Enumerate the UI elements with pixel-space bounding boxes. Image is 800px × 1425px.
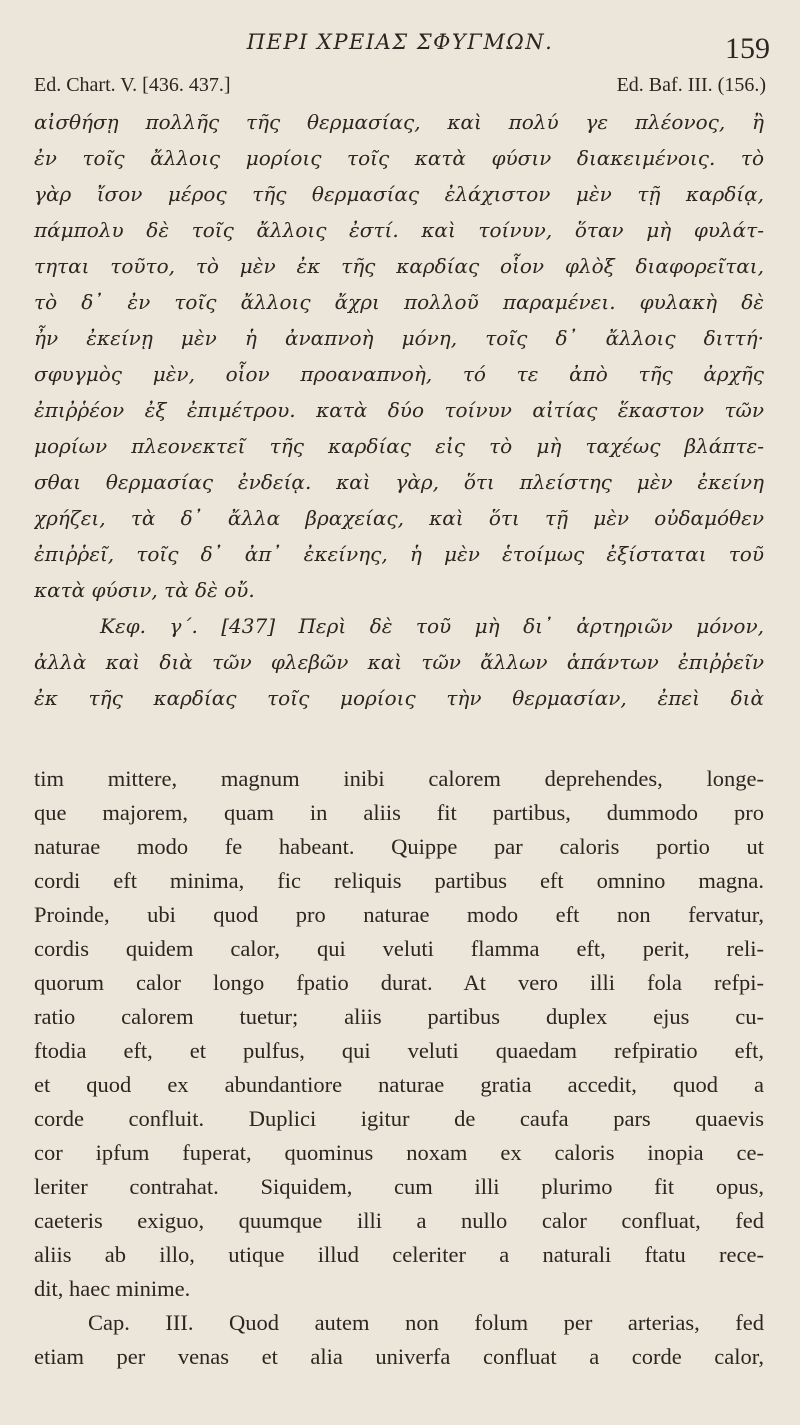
latin-line: cordi eft minima, fic reliquis partibus eft omnino magna. (34, 868, 764, 893)
latin-line: aliis ab illo, utique illud celeriter a naturali ftatu rece- (34, 1242, 764, 1267)
greek-text-block (34, 104, 764, 716)
greek-line: πάμπολυ δὲ τοῖς ἄλλοις ἐστί. καὶ τοίνυν, ὅταν μὴ φυλάτ- (34, 218, 764, 242)
latin-line: et quod ex abundantiore naturae gratia accedit, quod a (34, 1072, 764, 1097)
greek-line: ἐπιῤῥεῖ, τοῖς δ᾽ ἀπ᾽ ἐκείνης, ἡ μὲν ἑτοίμως ἐξίσταται τοῦ (34, 542, 764, 566)
greek-line: ἐκ τῆς καρδίας τοῖς μορίοις τὴν θερμασίαν, ἐπεὶ διὰ (34, 686, 764, 710)
edition-reference-chartier: Ed. Chart. V. [436. 437.] (34, 74, 231, 96)
latin-line: que majorem, quam in aliis fit partibus, dummodo pro (34, 800, 764, 825)
latin-line: ratio calorem tuetur; aliis partibus duplex ejus cu- (34, 1004, 764, 1029)
latin-line: ftodia eft, et pulfus, qui veluti quaedam refpiratio eft, (34, 1038, 764, 1063)
greek-line: ἀλλὰ καὶ διὰ τῶν φλεβῶν καὶ τῶν ἄλλων ἁπάντων ἐπιῤῥεῖν (34, 650, 764, 674)
page-number: 159 (725, 32, 770, 65)
latin-line: etiam per venas et alia univerfa confluat a corde calor, (34, 1344, 764, 1369)
greek-line: τηται τοῦτο, τὸ μὲν ἐκ τῆς καρδίας οἷον φλὸξ διαφορεῖται, (34, 254, 764, 278)
greek-line: γὰρ ἴσον μέρος τῆς θερμασίας ἐλάχιστον μὲν τῇ καρδίᾳ, (34, 182, 764, 206)
latin-line: quorum calor longo fpatio durat. At vero illi fola refpi- (34, 970, 764, 995)
edition-reference-row (34, 74, 766, 100)
latin-line: dit, haec minime. (34, 1276, 191, 1301)
greek-line: τὸ δ᾽ ἐν τοῖς ἄλλοις ἄχρι πολλοῦ παραμένει. φυλακὴ δὲ (34, 290, 764, 314)
greek-line: κατὰ φύσιν, τὰ δὲ οὔ. (34, 578, 255, 602)
latin-line: caeteris exiguo, quumque illi a nullo calor confluat, fed (34, 1208, 764, 1233)
greek-line: μορίων πλεονεκτεῖ τῆς καρδίας εἰς τὸ μὴ ταχέως βλάπτε- (34, 434, 764, 458)
greek-line: σθαι θερμασίας ἐνδείᾳ. καὶ γὰρ, ὅτι πλείστης μὲν ἐκείνη (34, 470, 764, 494)
latin-chapter-heading-line: Cap. III. Quod autem non folum per arterias, fed (88, 1310, 764, 1335)
running-title: ΠΕΡΙ ΧΡΕΙΑΣ ΣΦΥΓΜΩΝ. (246, 30, 554, 54)
latin-line: naturae modo fe habeant. Quippe par caloris portio ut (34, 834, 764, 859)
greek-line: αἰσθήσῃ πολλῆς τῆς θερμασίας, καὶ πολύ γε πλέονος, ἢ (34, 110, 764, 134)
latin-line: Proinde, ubi quod pro naturae modo eft non fervatur, (34, 902, 764, 927)
greek-line: χρήζει, τὰ δ᾽ ἄλλα βραχείας, καὶ ὅτι τῇ μὲν οὐδαμόθεν (34, 506, 764, 530)
greek-chapter-heading-line: Κεφ. γ΄. [437] Περὶ δὲ τοῦ μὴ δι᾽ ἀρτηριῶν μόνον, (100, 614, 764, 638)
greek-line: σφυγμὸς μὲν, οἷον προαναπνοὴ, τό τε ἀπὸ τῆς ἀρχῆς (34, 362, 764, 386)
latin-line: cor ipfum fuperat, quominus noxam ex caloris inopia ce- (34, 1140, 764, 1165)
greek-line: ἐν τοῖς ἄλλοις μορίοις τοῖς κατὰ φύσιν διακειμένοις. τὸ (34, 146, 764, 170)
latin-line: cordis quidem calor, qui veluti flamma eft, perit, reli- (34, 936, 764, 961)
edition-reference-basel: Ed. Baf. III. (156.) (616, 74, 766, 96)
greek-line: ἐπιῤῥέον ἐξ ἐπιμέτρου. κατὰ δύο τοίνυν αἰτίας ἕκαστον τῶν (34, 398, 764, 422)
latin-line: corde confluit. Duplici igitur de caufa pars quaevis (34, 1106, 764, 1131)
greek-line: ἦν ἐκείνῃ μὲν ἡ ἀναπνοὴ μόνη, τοῖς δ᾽ ἄλλοις διττή· (34, 326, 764, 350)
latin-line: tim mittere, magnum inibi calorem deprehendes, longe- (34, 766, 764, 791)
latin-line: leriter contrahat. Siquidem, cum illi plurimo fit opus, (34, 1174, 764, 1199)
latin-text-block (34, 762, 764, 1374)
running-head (0, 26, 800, 65)
